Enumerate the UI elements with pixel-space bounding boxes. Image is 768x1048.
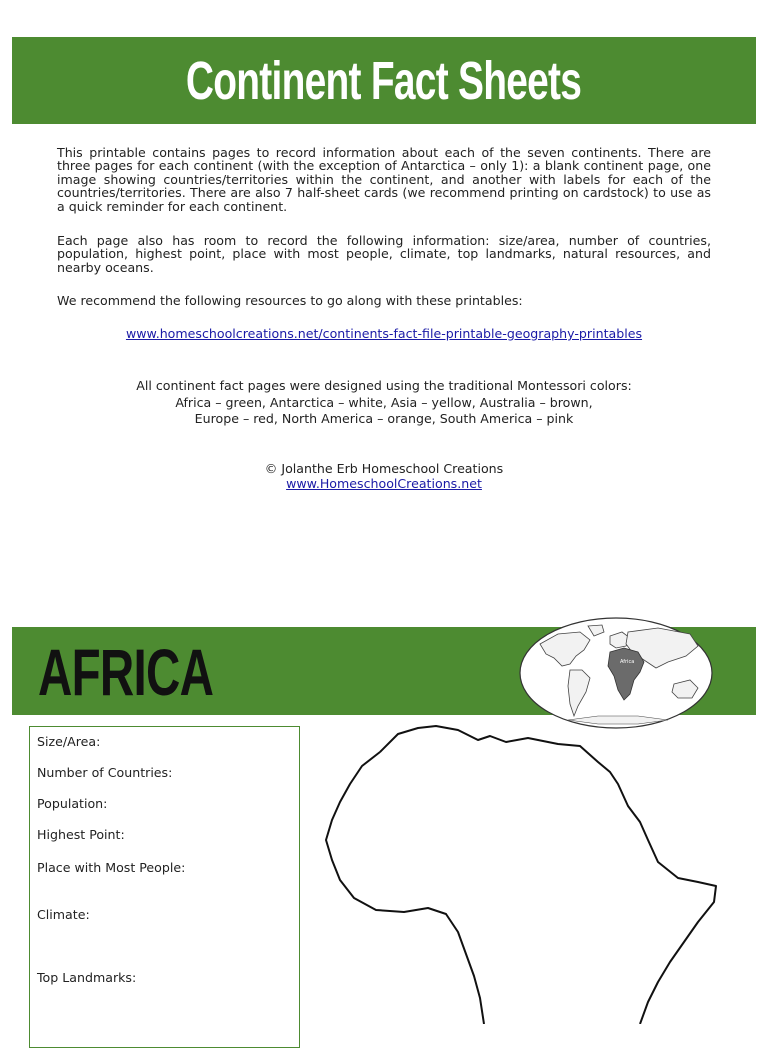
intro-paragraph-3: We recommend the following resources to go along with these printables: [57,293,523,308]
resource-link-row [0,326,768,341]
page-title: Continent Fact Sheets [186,50,582,111]
fact-fields-box [29,726,300,1048]
field-place-most-people: Place with Most People: [37,860,186,875]
colors-note [0,378,768,428]
colors-note-line-2: Africa – green, Antarctica – white, Asia – yellow, Australia – brown, [175,394,593,410]
field-top-landmarks: Top Landmarks: [37,970,137,985]
resource-link[interactable]: www.homeschoolcreations.net/continents-fact-file-printable-geography-printables [125,326,643,341]
title-banner [12,37,756,124]
site-link[interactable]: www.HomeschoolCreations.net [286,476,482,491]
copyright-text: © Jolanthe Erb Homeschool Creations [264,461,504,476]
africa-title: AFRICA [38,635,214,709]
intro-paragraph-1: This printable contains pages to record information about each of the seven continents. There are three pages for each continent (with the exception of Antarctica – only 1): a blank continent page, one image showing countries/territories within the continent, and another with labels for each of the countries/territories. There are also 7 half-sheet cards (we recommend printing on cardstock) to use as a quick reminder for each continent. [57,145,711,214]
field-population: Population: [37,796,108,811]
field-number-of-countries: Number of Countries: [37,765,173,780]
credits [0,461,768,491]
field-highest-point: Highest Point: [37,827,125,842]
field-climate: Climate: [37,907,90,922]
intro-paragraph-2: Each page also has room to record the following information: size/area, number of countries, population, highest point, place with most people, climate, top landmarks, natural resources, and nearby oceans. [57,233,711,275]
world-map-image [518,616,714,730]
map-africa-label: Africa [620,659,635,665]
colors-note-line-3: Europe – red, North America – orange, South America – pink [194,411,574,427]
colors-note-line-1: All continent fact pages were designed using the traditional Montessori colors: [136,378,632,393]
field-size-area: Size/Area: [37,734,101,749]
africa-outline-map [318,722,728,1024]
